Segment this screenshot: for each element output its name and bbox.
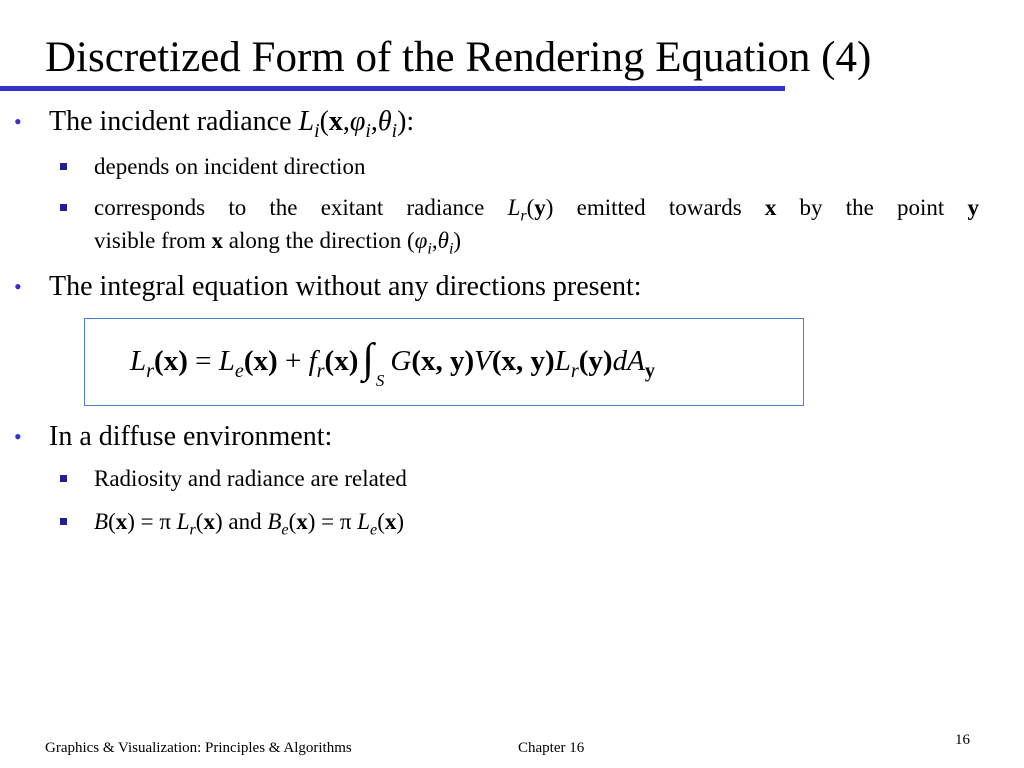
equation-box [84,318,804,406]
bullet-text: The integral equation without any directions present: [49,271,642,302]
slide-title: Discretized Form of the Rendering Equation (4) [45,34,872,81]
bullet-text: In a diffuse environment: [49,421,333,452]
page-number: 16 [955,732,970,748]
sub-bullet-text: corresponds to the exitant radiance $L_r(y)$ emitted towards x by the point y visible from x along the direction $(\varphi_i,\theta_i)$ [94,195,979,258]
sub-bullet-text: Radiosity and radiance are related [94,466,407,491]
title-underline [0,86,785,91]
footer-book-title: Graphics & Visualization: Principles & Algorithms [45,740,352,756]
sub-bullet-marker [60,518,67,525]
bullet-marker: • [14,109,22,134]
sub-bullet-marker [60,475,67,482]
integral-sign: ∫ [362,336,374,382]
sub-bullet-text: B(x) = π $L_r(x)$ and $B_e(x) = \pi$ $L_e(x)$ [94,509,405,539]
sub-bullet-marker [60,163,67,170]
bullet-marker: • [14,274,22,299]
footer-chapter: Chapter 16 [518,740,585,756]
sub-bullet-marker [60,204,67,211]
bullet-text: The incident radiance $L_i(x,\varphi_i,\theta_i)$: [49,106,415,142]
bullet-marker: • [14,424,22,449]
rendering-equation: $L_r(x) = L_e(x) + f_r(x)\int$ $_S$G(x, y)V(x, $y)L_r(y)dA_y$ [130,336,655,390]
sub-bullet-text: depends on incident direction [94,154,366,179]
